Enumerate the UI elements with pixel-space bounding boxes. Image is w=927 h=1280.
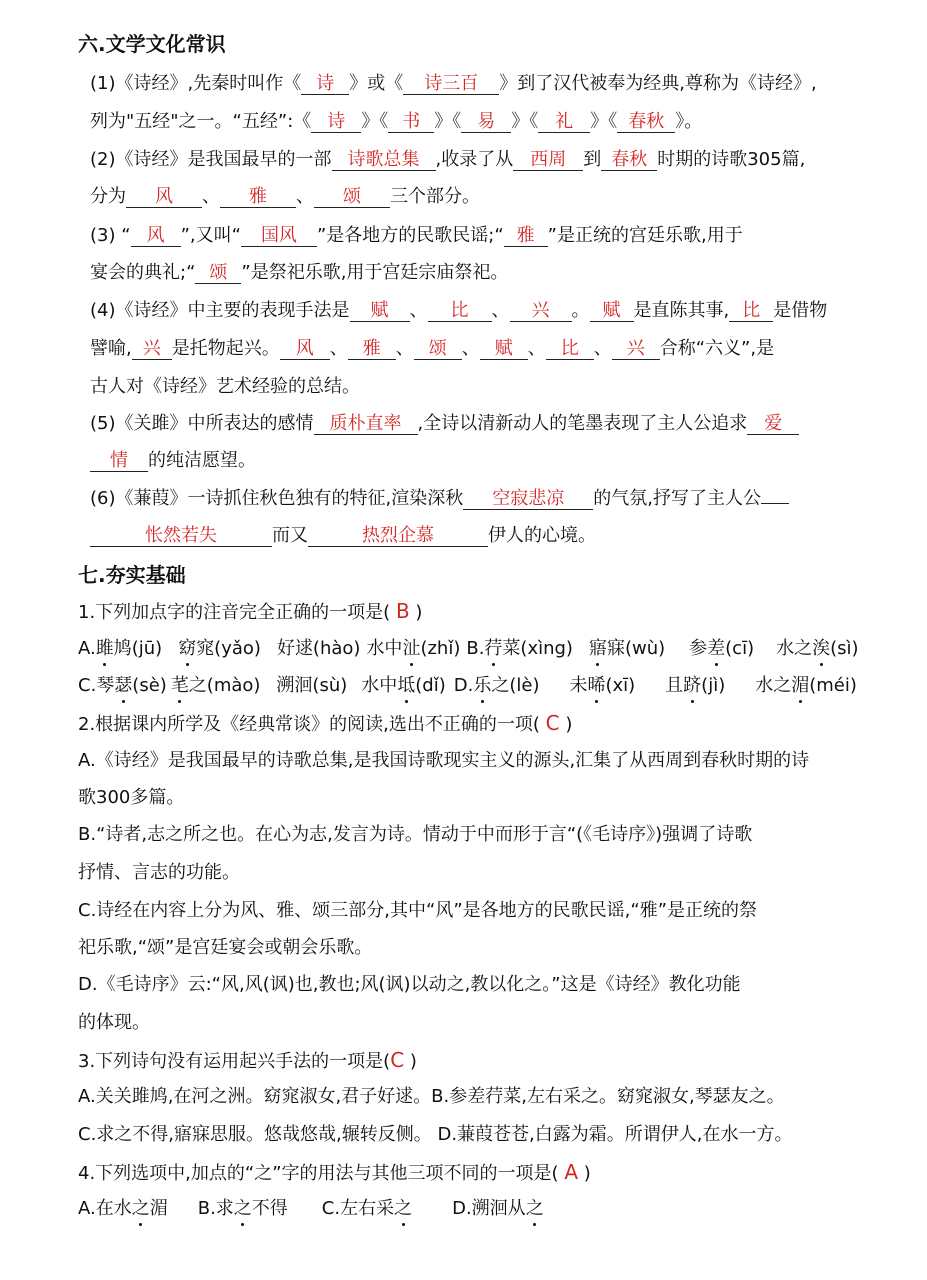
text: 、: [395, 338, 414, 359]
text: 逑(hào): [294, 638, 361, 659]
text: (sì): [830, 638, 859, 659]
s7-q1-stem: [78, 599, 422, 625]
s7-q4-options: [78, 1197, 544, 1221]
option-text: 抒情、言志的功能。: [78, 862, 240, 883]
answer-blank: 国风: [241, 225, 317, 247]
answer-mark: C: [545, 711, 560, 735]
s7-q2-option-c-line1: [78, 899, 757, 923]
answer-blank: 怅然若失: [90, 525, 272, 547]
heading-text: 六.文学文化常识: [78, 32, 226, 56]
question-text: 1.下列加点字的注音完全正确的一项是(: [78, 602, 391, 623]
text: (zhǐ): [420, 638, 461, 659]
s7-q2-option-d-line1: [78, 973, 741, 997]
text: 菜(xìng): [502, 638, 573, 659]
text: 、: [527, 338, 546, 359]
text: 三个部分。: [390, 186, 480, 207]
answer-blank: 赋: [350, 300, 410, 322]
text: A.: [78, 638, 96, 659]
text: 》。: [675, 111, 703, 132]
text: 》《: [434, 111, 462, 132]
item-number: (6): [90, 488, 116, 509]
text: 的纯洁愿望。: [148, 450, 256, 471]
text: 《诗经》,先秦时叫作《: [115, 73, 302, 94]
text: 水中: [361, 675, 398, 696]
s6-q1-line1: [90, 72, 817, 96]
text: 之(lè): [491, 675, 540, 696]
text: 》《: [511, 111, 539, 132]
text: 水之: [776, 638, 813, 659]
text: ”是正统的宫廷乐歌,用于: [547, 225, 743, 246]
answer-blank: 热烈企慕: [308, 525, 488, 547]
text: 古人对《诗经》艺术经验的总结。: [90, 376, 360, 397]
dotted-char: 乐: [473, 675, 492, 696]
text: ”,又叫“: [180, 225, 241, 246]
dotted-char: 之: [233, 1198, 252, 1219]
text: (cī): [725, 638, 755, 659]
option-text: 的体现。: [78, 1012, 150, 1033]
text: 分为: [90, 186, 126, 207]
dotted-char: 芼: [170, 675, 189, 696]
text: 》《: [590, 111, 618, 132]
text: 且: [665, 675, 684, 696]
option-text: 祀乐歌,“颂”是宫廷宴会或朝会乐歌。: [78, 937, 373, 958]
answer-blank: 易: [461, 111, 511, 133]
answer-blank: 兴: [612, 338, 660, 360]
option-text: C.诗经在内容上分为风、雅、颂三部分,其中“风”是各地方的民歌民谣,“雅”是正统的祭: [78, 900, 758, 921]
option-b: [466, 638, 858, 659]
option-text: D.《毛诗序》云:“风,风(讽)也,教也;风(讽)以动之,教以化之。”这是《诗经》教化功能: [78, 974, 741, 995]
text: 》或《: [349, 73, 404, 94]
text: D.: [453, 675, 474, 696]
text: ,收录了从: [435, 149, 514, 170]
dotted-char: 窈: [178, 638, 197, 659]
answer-blank: 爱: [747, 413, 799, 435]
dotted-char: 荇: [484, 638, 503, 659]
text: 的气氛,抒写了主人公: [593, 488, 761, 509]
dotted-char: 沚: [402, 638, 421, 659]
text: 窕(yǎo): [196, 638, 261, 659]
text: (xī): [605, 675, 636, 696]
answer-blank: 兴: [510, 300, 572, 322]
answer-blank: 兴: [132, 338, 172, 360]
dotted-char: 之: [131, 1198, 150, 1219]
text: 《诗经》是我国最早的一部: [115, 149, 332, 170]
answer-blank: 春秋: [617, 111, 675, 133]
text: ): [415, 602, 423, 623]
text: B.: [466, 638, 485, 659]
text: 是直陈其事,: [633, 300, 730, 321]
text: 未: [569, 675, 588, 696]
option-b: [198, 1198, 288, 1219]
text: 水之: [755, 675, 792, 696]
option-d: [454, 675, 857, 696]
heading-text: 七.夯实基础: [78, 563, 186, 587]
answer-blank: 诗: [301, 73, 349, 95]
answer-blank: 比: [729, 300, 773, 322]
option-text: A.关关雎鸠,在河之洲。窈窕淑女,君子好逑。B.参差荇菜,左右采之。窈窕淑女,琴瑟友之。: [78, 1086, 785, 1107]
answer-blank: 空寂悲凉: [463, 488, 593, 510]
answer-blank: 风: [131, 225, 181, 247]
answer-blank: 风: [126, 186, 202, 208]
option-text: 歌300多篇。: [78, 787, 185, 808]
s6-q4-line1: [90, 299, 827, 323]
text: C.琴: [78, 675, 115, 696]
s6-q5-line1: [90, 412, 799, 436]
text: 时期的诗歌305篇,: [657, 149, 806, 170]
answer-blank-continued: [761, 503, 789, 504]
text: 好: [276, 638, 295, 659]
option-c: [78, 675, 446, 696]
s7-q3-options-row1: [78, 1085, 785, 1109]
s6-q4-line3: [90, 375, 360, 399]
dotted-char: 瑟: [114, 675, 133, 696]
dotted-char: 寤: [588, 638, 607, 659]
answer-blank: 颂: [314, 186, 390, 208]
text: ,全诗以清新动人的笔墨表现了主人公追求: [417, 413, 748, 434]
option-text: B.“诗者,志之所之也。在心为志,发言为诗。情动于中而形于言“(《毛诗序》)强调了诗歌: [78, 824, 753, 845]
text: 洄(sù): [294, 675, 348, 696]
text: “: [121, 225, 131, 246]
answer-blank: 诗: [311, 111, 361, 133]
s7-q2-option-b-line1: [78, 823, 752, 847]
text: 、: [202, 186, 220, 207]
answer-mark: A: [564, 1160, 578, 1184]
answer-blank: 赋: [480, 338, 528, 360]
text: 而又: [272, 525, 308, 546]
text: 》到了汉代被奉为经典,尊称为《诗经》,: [499, 73, 817, 94]
s7-q2-option-a-line1: [78, 749, 809, 773]
section-heading-literature: [78, 32, 226, 56]
s6-q3-line2: [90, 261, 508, 285]
item-number: (1): [90, 73, 116, 94]
text: ): [409, 1051, 417, 1072]
option-text: A.《诗经》是我国最早的诗歌总集,是我国诗歌现实主义的源头,汇集了从西周到春秋时期的诗: [78, 750, 810, 771]
s7-q2-option-d-line2: [78, 1011, 150, 1035]
dotted-char: 坻: [397, 675, 416, 696]
text: 、: [593, 338, 612, 359]
text: 湄: [149, 1198, 168, 1219]
item-number: (2): [90, 149, 116, 170]
s6-q1-line2: [90, 110, 702, 134]
option-text: C.求之不得,寤寐思服。悠哉悠哉,辗转反侧。 D.蒹葭苍苍,白露为霜。所谓伊人,在水一方。: [78, 1124, 793, 1145]
dotted-char: 涘: [812, 638, 831, 659]
s7-q1-options-row2: [78, 674, 857, 698]
answer-blank: 雅: [220, 186, 296, 208]
text: 是借物: [773, 300, 828, 321]
answer-blank: 风: [280, 338, 330, 360]
section-heading-basics: [78, 563, 186, 587]
text: ”是祭祀乐歌,用于宫廷宗庙祭祀。: [241, 262, 509, 283]
text: 不得: [251, 1198, 288, 1219]
question-text: 4.下列选项中,加点的“之”字的用法与其他三项不同的一项是(: [78, 1163, 559, 1184]
text: B.求: [197, 1198, 234, 1219]
dotted-char: 雎: [95, 638, 114, 659]
answer-blank: 春秋: [601, 149, 657, 171]
dotted-char: 差: [707, 638, 726, 659]
item-number: (5): [90, 413, 116, 434]
text: 、: [491, 300, 510, 321]
text: 之(mào): [188, 675, 261, 696]
text: 《诗经》中主要的表现手法是: [115, 300, 350, 321]
answer-blank: 雅: [348, 338, 396, 360]
item-number: (3): [90, 225, 116, 246]
dotted-char: 湄: [791, 675, 810, 696]
answer-blank: 书: [388, 111, 434, 133]
text: 水中: [366, 638, 403, 659]
text: 》《: [361, 111, 389, 132]
text: 、: [296, 186, 314, 207]
text: ): [583, 1163, 591, 1184]
text: 、: [461, 338, 480, 359]
answer-blank: 颂: [195, 262, 241, 284]
s7-q2-stem: [78, 711, 572, 737]
s7-q3-stem: [78, 1048, 417, 1074]
text: 是托物起兴。: [171, 338, 280, 359]
s6-q4-line2: [90, 337, 774, 361]
s7-q2-option-b-line2: [78, 861, 240, 885]
s6-q5-line2: [90, 449, 256, 473]
text: 譬喻,: [90, 338, 132, 359]
text: (jì): [701, 675, 726, 696]
text: ”是各地方的民歌民谣;“: [316, 225, 504, 246]
s7-q3-options-row2: [78, 1123, 792, 1147]
text: (sè): [132, 675, 167, 696]
answer-blank: 雅: [504, 225, 548, 247]
text: 、: [409, 300, 428, 321]
dotted-char: 跻: [683, 675, 702, 696]
s7-q4-stem: [78, 1160, 591, 1186]
item-number: (4): [90, 300, 116, 321]
option-d: [452, 1198, 544, 1219]
text: 。: [571, 300, 590, 321]
option-c: [322, 1198, 412, 1219]
s7-q2-option-c-line2: [78, 936, 372, 960]
question-text: 3.下列诗句没有运用起兴手法的一项是(: [78, 1051, 391, 1072]
answer-blank: 情: [90, 450, 148, 472]
answer-mark: C: [390, 1048, 405, 1072]
dotted-char: 之: [394, 1198, 413, 1219]
answer-blank: 质朴直率: [314, 413, 418, 435]
text: 《蒹葭》一诗抓住秋色独有的特征,渲染深秋: [115, 488, 464, 509]
answer-blank: 比: [546, 338, 594, 360]
text: 到: [583, 149, 602, 170]
text: 伊人的心境。: [488, 525, 596, 546]
dotted-char: 之: [525, 1198, 544, 1219]
text: A.在水: [78, 1198, 132, 1219]
text: 溯: [276, 675, 295, 696]
s7-q1-options-row1: [78, 637, 859, 661]
text: 参: [689, 638, 708, 659]
dotted-char: 晞: [587, 675, 606, 696]
answer-blank: 礼: [538, 111, 590, 133]
answer-blank: 诗三百: [403, 73, 499, 95]
s6-q6-line1: [90, 487, 789, 511]
answer-blank: 诗歌总集: [332, 149, 436, 171]
answer-mark: B: [395, 599, 410, 623]
text: C.左右采: [321, 1198, 395, 1219]
answer-blank: 颂: [414, 338, 462, 360]
text: 鸠(jū): [113, 638, 163, 659]
text: 寐(wù): [606, 638, 666, 659]
s6-q2-line2: [90, 185, 480, 209]
text: 《关雎》中所表达的感情: [115, 413, 314, 434]
s6-q2-line1: [90, 148, 805, 172]
option-a: [78, 638, 460, 659]
text: 列为"五经"之一。“五经”:《: [90, 111, 312, 132]
option-a: [78, 1198, 168, 1219]
text: ): [565, 714, 573, 735]
answer-blank: 西周: [513, 149, 583, 171]
text: 合称“六义”,是: [659, 338, 775, 359]
text: D.溯洄从: [452, 1198, 526, 1219]
answer-blank: 比: [428, 300, 492, 322]
text: (méi): [809, 675, 857, 696]
s6-q6-line2: [90, 524, 596, 548]
s7-q2-option-a-line2: [78, 786, 184, 810]
text: (dǐ): [415, 675, 446, 696]
text: 宴会的典礼;“: [90, 262, 196, 283]
text: 、: [329, 338, 348, 359]
answer-blank: 赋: [590, 300, 634, 322]
question-text: 2.根据课内所学及《经典常谈》的阅读,选出不正确的一项(: [78, 714, 540, 735]
s6-q3-line1: [90, 224, 743, 248]
